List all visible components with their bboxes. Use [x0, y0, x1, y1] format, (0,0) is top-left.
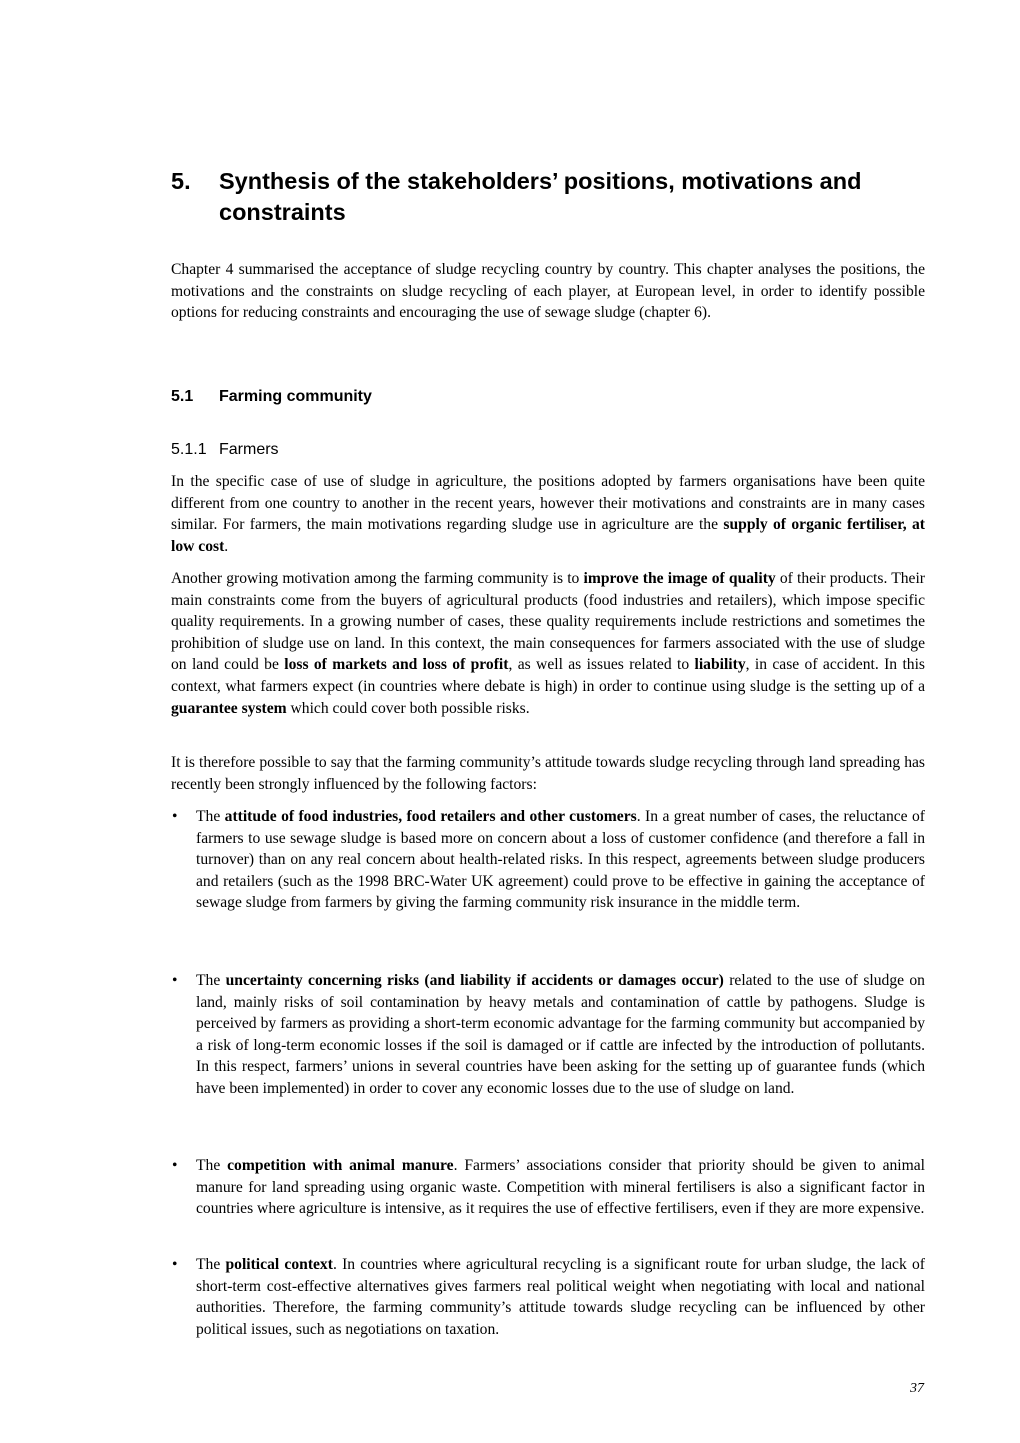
text: of their products. Their main constraints come from the buyers of agricultural products (food industries and retailers), which impose specific quality requirements. In a growing number of cases, these quality requirements include restrictions and sometimes the prohibition of sludge use on land. In this context, the main consequences for farmers associated with the use of sludge on land could be — [171, 570, 925, 674]
chapter-number: 5. — [171, 168, 191, 194]
text: . — [224, 537, 229, 555]
emphasis: attitude of food industries, food retailers and other customers — [224, 808, 637, 825]
emphasis: improve the image of quality — [583, 570, 776, 587]
subsection-number: 5.1.1 — [171, 441, 207, 458]
section-number: 5.1 — [171, 388, 194, 405]
bullet-text — [196, 970, 925, 1100]
bullet-text — [196, 806, 925, 914]
text: related to the use of sludge on land, mainly risks of soil contamination by heavy metals and contamination of cattle by pathogens. Sludge is perceived by farmers as providing a short-term economic advantage for the farming community but accompanied by a risk of long-term economic losses if the soil is damaged or if cattle are infected by the introduction of pollutants. In this respect, farmers’ unions in several countries have been asking for the setting up of guarantee funds (which have been implemented) in order to cover any economic losses due to the use of sludge on land. — [196, 972, 925, 1097]
bullet-item — [171, 1155, 925, 1220]
bullet-marker: • — [172, 1157, 178, 1174]
text: , in case of accident. In this context, what farmers expect (in countries where debate is high) in order to continue using sludge is the setting up of a — [171, 656, 925, 695]
bullet-item — [171, 1254, 925, 1340]
bullet-text — [196, 1254, 925, 1340]
text: The — [196, 972, 226, 989]
chapter-heading — [171, 166, 925, 228]
bullet-marker: • — [172, 1256, 178, 1273]
text: . Farmers’ associations consider that priority should be given to animal manure for land spreading using organic waste. Competition with mineral fertilisers is also a significant factor in countries where agriculture is intensive, as it requires the use of effective fertilisers, even if they are more expensive. — [196, 1157, 926, 1218]
bullet-marker: • — [172, 808, 178, 825]
emphasis: uncertainty concerning risks (and liability if accidents or damages occur) — [225, 972, 724, 989]
paragraph-constraints — [171, 568, 925, 719]
paragraph-factors-intro: It is therefore possible to say that the farming community’s attitude towards sludge recycling through land spreading has recently been strongly influenced by the following factors: — [171, 754, 925, 793]
bullet-item — [171, 806, 925, 914]
emphasis: competition with animal manure — [227, 1157, 454, 1174]
text: Another growing motivation among the farming community is to — [171, 570, 584, 587]
bullet-marker: • — [172, 972, 178, 989]
section-title: Farming community — [219, 388, 372, 405]
text: The — [196, 808, 225, 825]
text: The — [196, 1157, 228, 1174]
text: . In countries where agricultural recycling is a significant route for urban sludge, the lack of short-term cost-effective alternatives gives farmers real political weight when negotiating with local and national authorities. Therefore, the farming community’s attitude towards sludge recycling can be influenced by other political issues, such as negotiations on taxation. — [196, 1256, 925, 1338]
bullet-item — [171, 970, 925, 1100]
text: . In a great number of cases, the reluctance of farmers to use sewage sludge is based more on concern about a loss of customer confidence (and therefore a fall in turnover) than on any real concern about health-related risks. In this respect, agreements between sludge producers and retailers (such as the 1998 BRC-Water UK agreement) could prove to be effective in gaining the acceptance of sewage sludge from farmers by giving the farming community risk insurance in the middle term. — [196, 808, 925, 912]
text: The — [196, 1256, 226, 1273]
emphasis: liability — [694, 656, 746, 674]
text: , as well as issues related to — [508, 656, 695, 674]
subsection-title: Farmers — [219, 441, 279, 458]
text: In the specific case of use of sludge in agriculture, the positions adopted by farmers organisations have been quite different from one country to another in the recent years, however their motivations and constraints are in many cases similar. For farmers, the main motivations regarding sludge use in agriculture are the — [171, 473, 925, 534]
bullet-text — [196, 1155, 925, 1220]
paragraph-motivations — [171, 471, 925, 557]
subsection-heading — [171, 440, 279, 460]
emphasis: political context — [225, 1256, 333, 1273]
text: which could cover both possible risks. — [286, 699, 530, 717]
emphasis: loss of markets and loss of profit — [284, 656, 509, 674]
chapter-title: Synthesis of the stakeholders’ positions, motivations and constraints — [219, 168, 862, 225]
emphasis: supply of organic fertiliser, at low cost — [171, 516, 925, 555]
section-heading — [171, 387, 372, 407]
page-number: 37 — [910, 1381, 924, 1396]
emphasis: guarantee system — [171, 699, 287, 717]
intro-paragraph: Chapter 4 summarised the acceptance of sludge recycling country by country. This chapter analyses the positions, the motivations and the constraints on sludge recycling of each player, at European level, in order to identify possible options for reducing constraints and encouraging the use of sewage sludge (chapter 6). — [171, 261, 925, 322]
